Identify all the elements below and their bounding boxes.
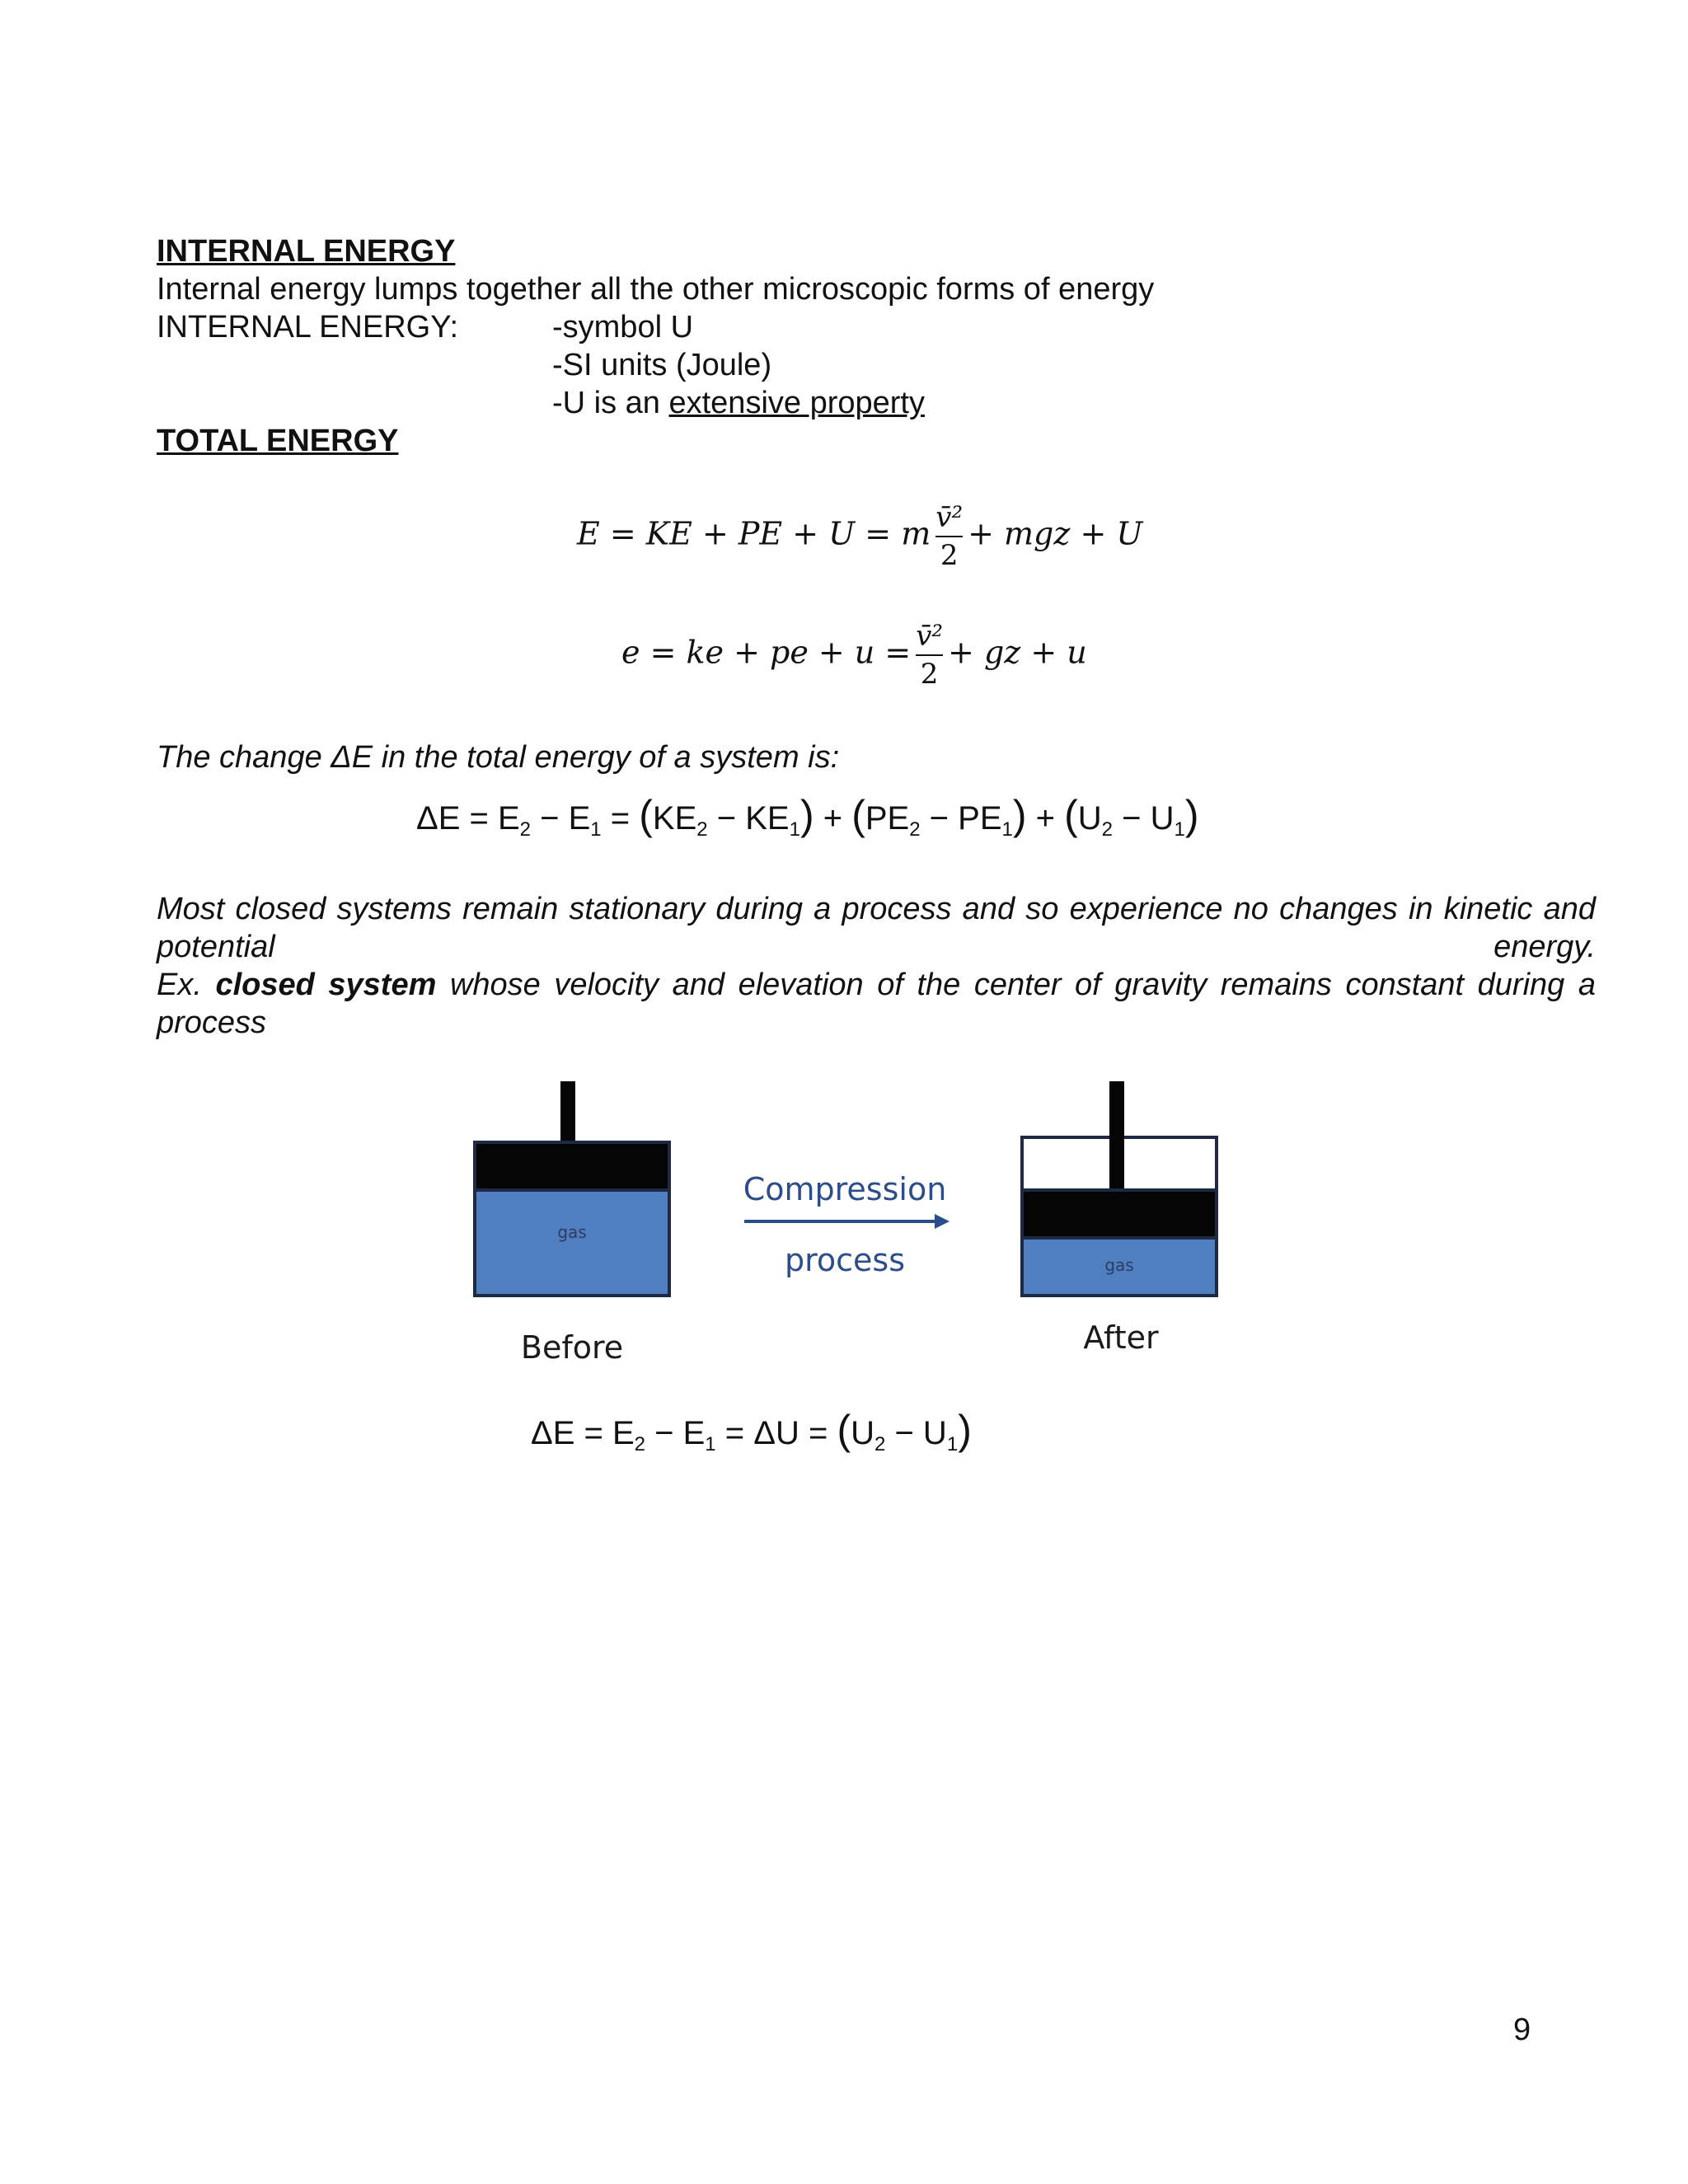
eq2-denominator: 2 bbox=[920, 658, 939, 691]
before-label: Before bbox=[520, 1329, 624, 1366]
after-label: After bbox=[1083, 1319, 1159, 1356]
extensive-property-link: extensive property bbox=[668, 386, 925, 420]
after-piston-rod bbox=[1109, 1081, 1124, 1190]
change-intro: The change ΔE in the total energy of a system is: bbox=[157, 740, 840, 775]
closed-systems-paragraph: Most closed systems remain stationary during a process and so experience no changes in kinetic and potential energy. bbox=[157, 892, 1596, 964]
specific-energy-equation bbox=[621, 620, 1087, 691]
total-energy-heading: TOTAL ENERGY bbox=[157, 424, 399, 458]
before-gas-label: gas bbox=[557, 1222, 587, 1242]
symbol-item: -symbol U bbox=[552, 310, 694, 344]
eq1-fraction bbox=[935, 501, 963, 572]
si-units-item: -SI units (Joule) bbox=[552, 348, 772, 382]
total-energy-equation bbox=[577, 501, 1142, 572]
eq1-denominator: 2 bbox=[940, 539, 959, 572]
eq2-numerator: v̄² bbox=[916, 620, 944, 653]
closed-system-bold: closed system bbox=[215, 968, 437, 1002]
internal-energy-label: INTERNAL ENERGY: bbox=[157, 310, 459, 344]
before-gas-region bbox=[475, 1190, 669, 1296]
before-cylinder bbox=[475, 1081, 669, 1296]
internal-energy-description: Internal energy lumps together all the other microscopic forms of energy bbox=[157, 272, 1155, 307]
eq2-fraction bbox=[916, 620, 943, 691]
closed-system-example bbox=[157, 966, 1596, 1042]
arrow-bottom-label: process bbox=[784, 1242, 906, 1278]
delta-u-equation: $\Delta E = E_2 - E_1 = \Delta U = (U_2 - U_1)$ bbox=[531, 1407, 972, 1455]
example-rest: whose velocity and elevation of the center of gravity remains constant during a process bbox=[157, 968, 1596, 1040]
delta-e-equation: $\Delta E = E_2 - E_1 = (KE_2 - KE_1) + (PE_2 - PE_1) + (U_2 - U_1)$ bbox=[416, 792, 1199, 841]
page-number: 9 bbox=[1513, 2013, 1531, 2047]
arrow-top-label: Compression bbox=[743, 1171, 947, 1207]
before-piston bbox=[475, 1142, 669, 1190]
extensive-prefix: -U is an bbox=[552, 386, 669, 420]
extensive-item bbox=[552, 384, 925, 422]
after-piston bbox=[1022, 1190, 1217, 1238]
eq1-numerator: v̄² bbox=[935, 501, 964, 534]
example-prefix: Ex. bbox=[157, 968, 216, 1002]
before-piston-rod bbox=[560, 1081, 575, 1144]
compression-figure bbox=[462, 1071, 1236, 1385]
after-gas-label: gas bbox=[1104, 1255, 1134, 1275]
eq1-rhs: + mgz + U bbox=[968, 515, 1143, 552]
after-cylinder bbox=[1022, 1081, 1217, 1296]
eq1-lhs: E = KE + PE + U = m bbox=[577, 515, 931, 552]
compression-arrow bbox=[743, 1171, 950, 1278]
internal-energy-heading: INTERNAL ENERGY bbox=[157, 234, 456, 269]
eq2-rhs: + gz + u bbox=[948, 634, 1087, 671]
arrow-head-icon bbox=[935, 1214, 950, 1229]
eq2-lhs: e = ke + pe + u = bbox=[621, 634, 912, 671]
